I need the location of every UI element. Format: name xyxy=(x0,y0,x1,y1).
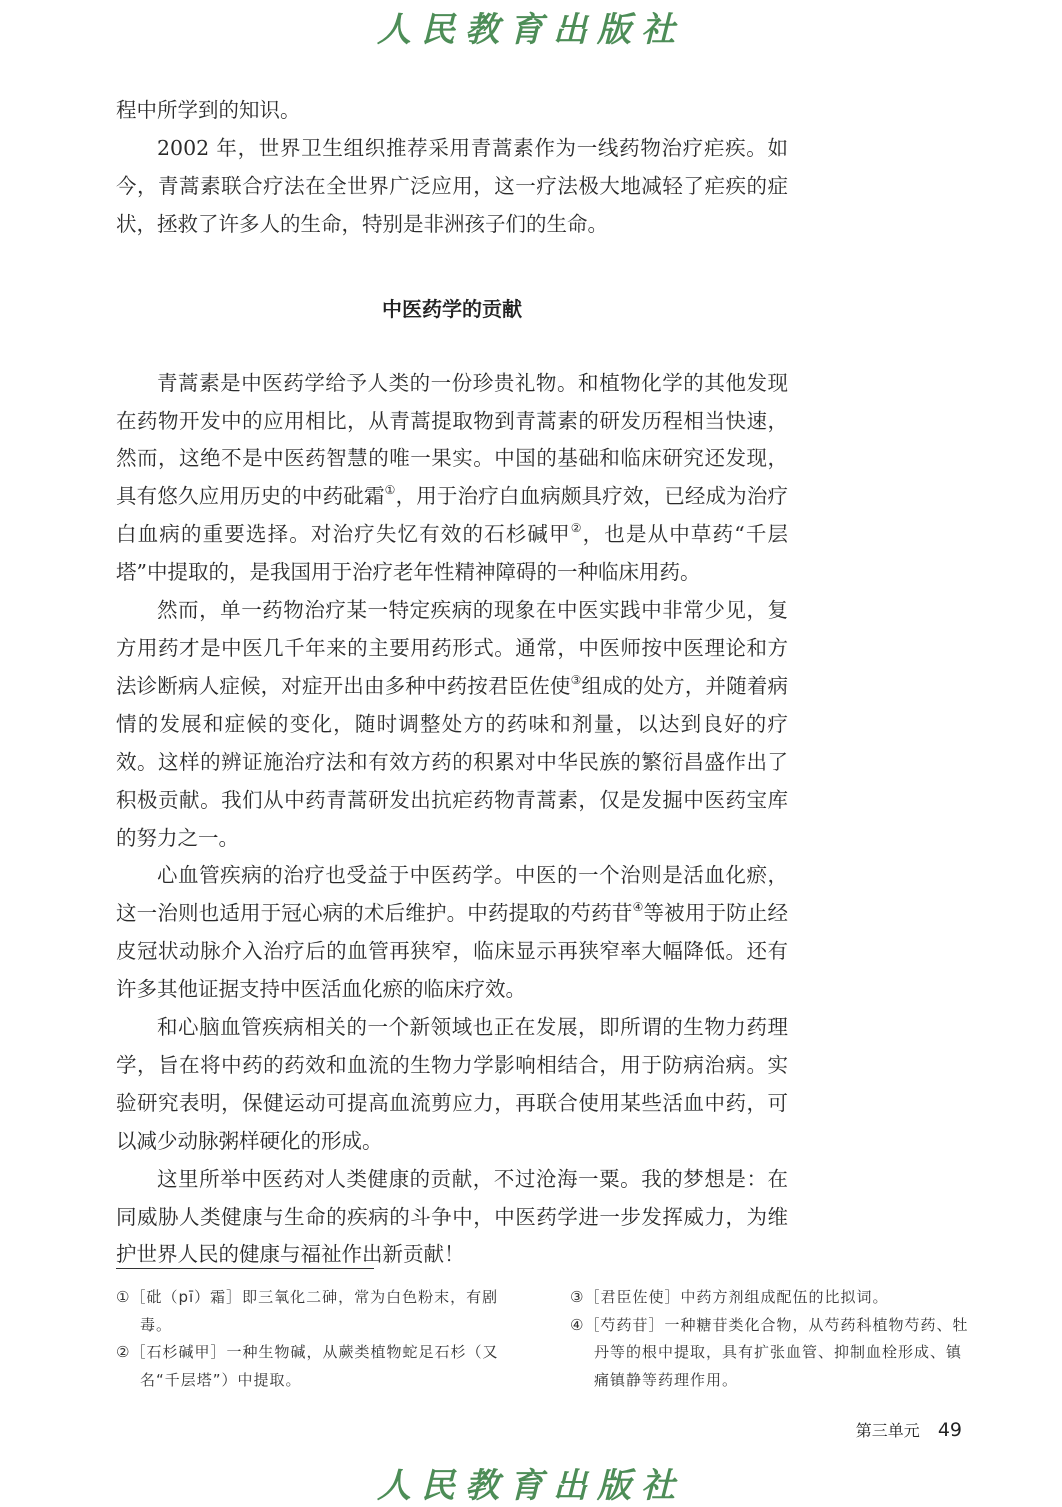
p2-text-a: 然而，单一药物治疗某一特定疾病的现象在中医实践中非常少见，复方用药才是中医几千年来的主要用药形式。通常，中医师按中医理论和方法诊断病人症候，对症开出由多种中药按君臣佐使 xyxy=(116,598,788,698)
footnotes-right-column xyxy=(570,1284,970,1394)
page-footer xyxy=(856,1418,962,1441)
footnote-mark-2: ② xyxy=(570,521,583,536)
p2-text-b: 组成的处方，并随着病情的发展和症候的变化，随时调整处方的药味和剂量，以达到良好的疗效。这样的辨证施治疗法和有效方药的积累对中华民族的繁衍昌盛作出了积极贡献。我们从中药青蒿研发出抗疟药物青蒿素，仅是发掘中医药宝库的努力之一。 xyxy=(116,673,789,850)
footnote-mark-3: ③ xyxy=(570,672,582,687)
page-number: 49 xyxy=(937,1419,962,1441)
footnote-3: ③［君臣佐使］中药方剂组成配伍的比拟词。 xyxy=(570,1288,889,1306)
page-body xyxy=(116,92,788,1274)
body-paragraph-5: 这里所举中医药对人类健康的贡献，不过沧海一粟。我的梦想是：在同威胁人类健康与生命的疾病的斗争中，中医药学进一步发挥威力，为维护世界人民的健康与福祉作出新贡献！ xyxy=(116,1166,788,1267)
p1-text-c: ，也是从中草药“千层塔”中提取的，是我国用于治疗老年性精神障碍的一种临床用药。 xyxy=(116,522,788,585)
section-title: 中医药学的贡献 xyxy=(382,296,522,321)
body-paragraph-4: 和心脑血管疾病相关的一个新领域也正在发展，即所谓的生物力药理学，旨在将中药的药效和血流的生物力学影响相结合，用于防病治病。实验研究表明，保健运动可提高血流剪应力，再联合使用某些活血中药，可以减少动脉粥样硬化的形成。 xyxy=(116,1015,788,1153)
intro-paragraph-1: 程中所学到的知识。 xyxy=(116,98,301,122)
footnote-mark-4: ④ xyxy=(632,900,644,915)
footnote-mark-1: ① xyxy=(384,483,396,498)
footnote-2: ②［石杉碱甲］一种生物碱，从蕨类植物蛇足石杉（又名“千层塔”）中提取。 xyxy=(116,1343,499,1389)
footnote-4: ④［芍药苷］一种糖苷类化合物，从芍药科植物芍药、牡丹等的根中提取，具有扩张血管、抑制血栓形成、镇痛镇静等药理作用。 xyxy=(570,1315,969,1389)
body-paragraph-2 xyxy=(116,592,788,857)
intro-paragraph-2: 2002 年，世界卫生组织推荐采用青蒿素作为一线药物治疗疟疾。如今，青蒿素联合疗法在全世界广泛应用，这一疗法极大地减轻了疟疾的症状，拯救了许多人的生命，特别是非洲孩子们的生命。 xyxy=(116,135,788,236)
p1-text-b: ，用于治疗白血病颇具疗效，已经成为治疗白血病的重要选择。对治疗失忆有效的石杉碱甲 xyxy=(116,484,789,547)
footnote-1: ①［砒（pī）霜］即三氧化二砷，常为白色粉末，有剧毒。 xyxy=(116,1288,499,1334)
p1-text-a: 青蒿素是中医药学给予人类的一份珍贵礼物。和植物化学的其他发现在药物开发中的应用相比，从青蒿提取物到青蒿素的研发历程相当快速，然而，这绝不是中医药智慧的唯一果实。中国的基础和临床研究还发现，具有悠久应用历史的中药砒霜 xyxy=(116,370,788,509)
p3-text-b: 等被用于防止经皮冠状动脉介入治疗后的血管再狭窄，临床显示再狭窄率大幅降低。还有许多其他证据支持中医活血化瘀的临床疗效。 xyxy=(116,901,788,1002)
body-paragraph-1 xyxy=(116,365,788,592)
unit-label: 第三单元 xyxy=(855,1421,920,1440)
footnotes-left-column xyxy=(116,1284,516,1394)
body-paragraph-3 xyxy=(116,857,788,1009)
publisher-watermark-top: 人民教育出版社 xyxy=(377,10,685,50)
publisher-watermark-bottom: 人民教育出版社 xyxy=(377,1466,685,1506)
p3-text-a: 心血管疾病的治疗也受益于中医药学。中医的一个治则是活血化瘀，这一治则也适用于冠心病的术后维护。中药提取的芍药苷 xyxy=(116,863,788,926)
footnote-divider xyxy=(116,1268,374,1269)
